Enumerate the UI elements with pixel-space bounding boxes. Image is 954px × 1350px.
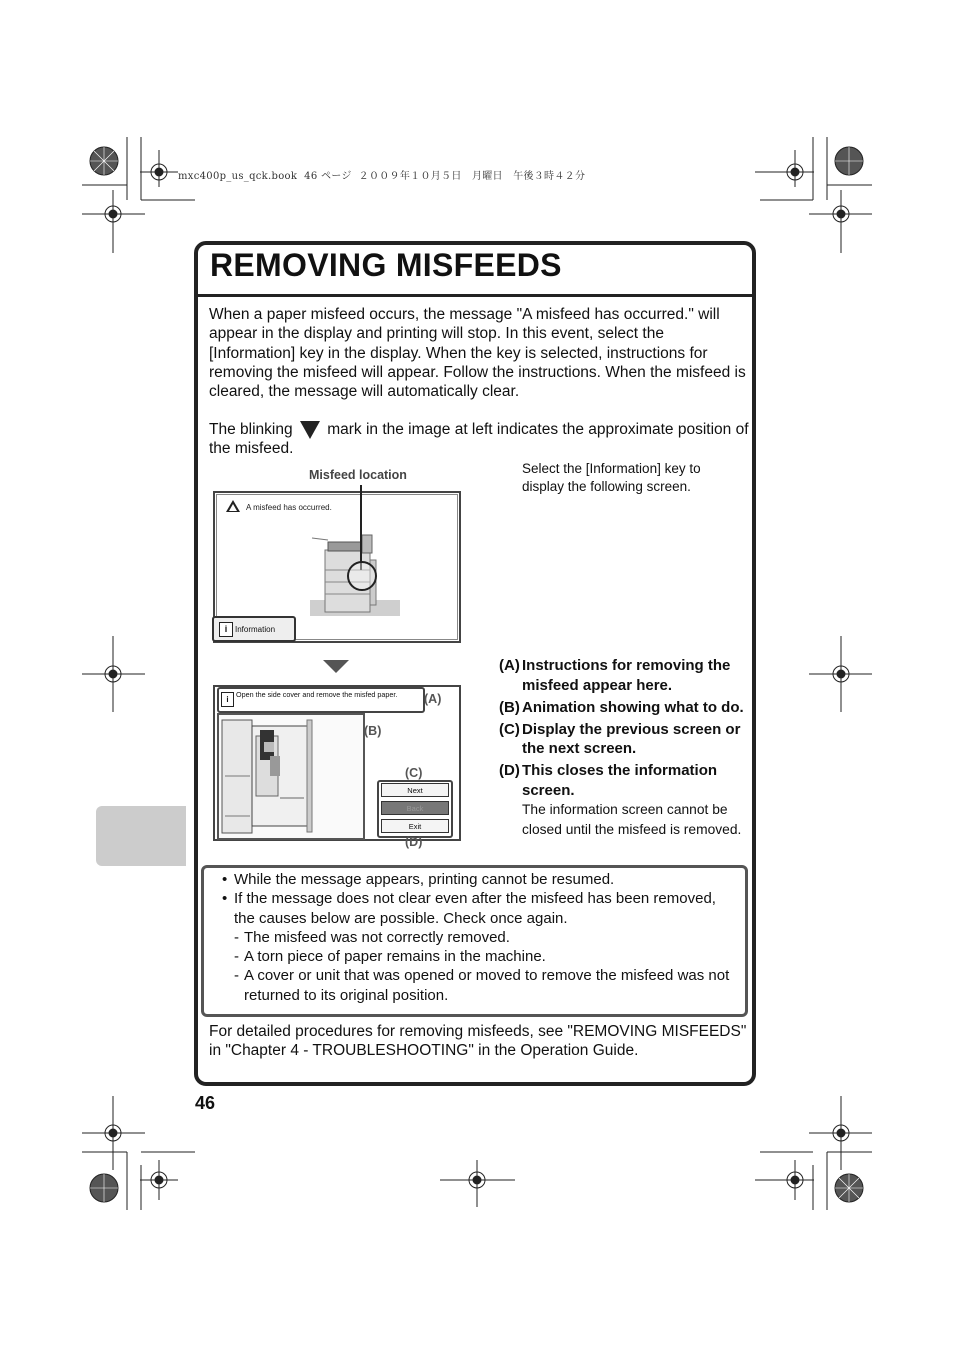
note-dash-item	[222, 966, 732, 1005]
callout-line	[360, 485, 362, 570]
legend-item-b	[499, 698, 751, 718]
dash-marker: -	[234, 928, 239, 946]
legend-subtext: The information screen cannot be closed until the misfeed is removed.	[522, 802, 742, 837]
misfeed-message: A misfeed has occurred.	[246, 503, 332, 512]
back-button[interactable]: Back	[381, 801, 449, 815]
dash-marker: -	[234, 967, 239, 985]
information-button-label: Information	[235, 625, 276, 634]
printer-info-line: mxc400p_us_qck.book 46 ページ ２００９年１０月５日 月曜日 午後３時４２分	[178, 171, 586, 182]
note-bullet-text: While the message appears, printing cannot be resumed.	[234, 871, 615, 888]
blink-text-after: mark in the image at left indicates the approximate position of the misfeed.	[209, 421, 749, 458]
note-dash-text: The misfeed was not correctly removed.	[244, 928, 510, 946]
next-button[interactable]: Next	[381, 783, 449, 797]
legend-text: Display the previous screen or the next screen.	[522, 720, 741, 757]
misfeed-position-marker	[347, 561, 377, 591]
note-dash-item	[222, 947, 732, 966]
reference-paragraph: For detailed procedures for removing misfeeds, see "REMOVING MISFEEDS" in "Chapter 4 - TROUBLESHOOTING" in the Operation Guide.	[209, 1023, 747, 1060]
tag-d: (D)	[405, 835, 423, 849]
legend-item-a	[499, 656, 751, 695]
legend-key: (B)	[499, 698, 520, 716]
legend-text: This closes the information screen.	[522, 762, 718, 799]
note-bullet	[222, 889, 732, 928]
tag-c: (C)	[405, 766, 423, 780]
legend-key: (C)	[499, 720, 520, 738]
information-icon: i	[219, 622, 233, 637]
legend-text: Instructions for removing the misfeed appear here.	[522, 657, 731, 694]
note-dash-text: A torn piece of paper remains in the machine.	[244, 948, 546, 966]
down-arrow-icon	[323, 660, 349, 673]
note-bullet	[222, 870, 732, 889]
side-cover-illustration	[220, 716, 362, 837]
bullet-marker: •	[222, 890, 228, 908]
warning-icon-inner	[229, 504, 237, 511]
legend-key: (D)	[499, 762, 520, 779]
misfeed-arrow-icon	[300, 421, 320, 439]
misfeed-location-label: Misfeed location	[309, 468, 407, 482]
legend-text: Animation showing what to do.	[522, 698, 744, 716]
dash-marker: -	[234, 948, 239, 966]
chapter-side-tab	[96, 806, 186, 866]
note-dash-text: A cover or unit that was opened or moved to remove the misfeed was not returned to its original position.	[244, 967, 730, 1004]
instruction-message: Open the side cover and remove the misfed paper.	[236, 690, 398, 699]
figure-legend	[499, 656, 751, 842]
bullet-marker: •	[222, 871, 228, 888]
page-title: REMOVING MISFEEDS	[210, 247, 562, 283]
note-bullet-text: If the message does not clear even after the misfeed has been removed, the causes below are possible. Check once again.	[234, 890, 716, 927]
exit-button[interactable]: Exit	[381, 819, 449, 833]
information-icon: i	[221, 692, 234, 707]
legend-item-d	[499, 761, 751, 839]
blink-text-before: The blinking	[209, 421, 293, 438]
blink-paragraph	[209, 420, 749, 459]
intro-paragraph: When a paper misfeed occurs, the message "A misfeed has occurred." will appear in the display and printing will stop. In this event, select the [Information] key in the display. When the key is selected, instructions for removing the misfeed will appear. Follow the instructions. When the misfeed is cleared, the message will automatically clear.	[209, 306, 746, 401]
title-rule	[198, 294, 752, 297]
note-dash-item	[222, 928, 732, 947]
legend-key: (A)	[499, 657, 520, 674]
page-number: 46	[195, 1093, 216, 1113]
select-info-text: Select the [Information] key to display the following screen.	[522, 461, 701, 494]
tag-a: (A)	[424, 692, 442, 706]
legend-item-c	[499, 720, 751, 759]
note-content	[222, 870, 732, 1005]
tag-b: (B)	[364, 724, 382, 738]
